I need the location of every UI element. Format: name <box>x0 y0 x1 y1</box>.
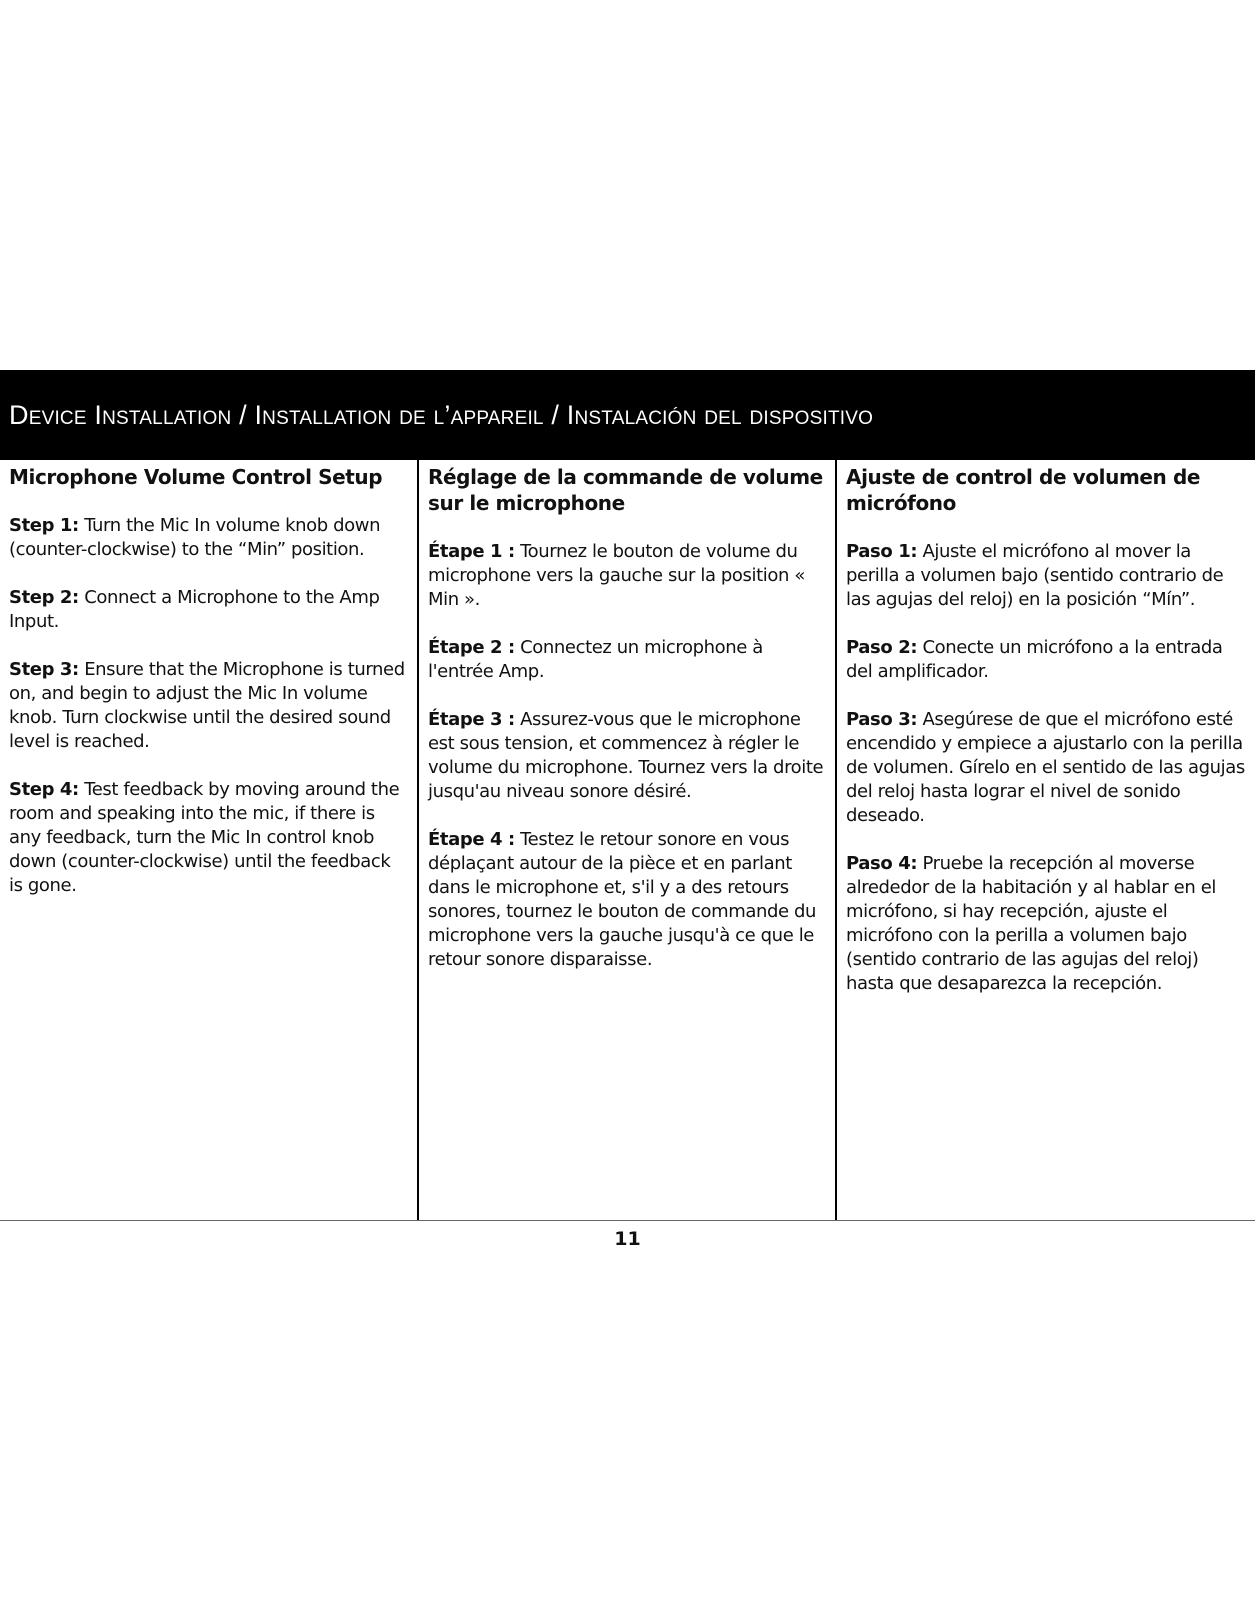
instruction-columns <box>0 460 1255 1221</box>
step-1 <box>428 540 827 612</box>
step-text: Assurez-vous que le microphone est sous tension, et commencez à régler le volume du microphone. Tournez vers la droite jusqu'au niveau sonore désiré. <box>428 709 824 802</box>
english-column <box>0 460 417 1220</box>
step-4 <box>846 852 1247 996</box>
step-1 <box>846 540 1247 612</box>
spanish-column <box>835 460 1255 1220</box>
step-text: Turn the Mic In volume knob down (counter-clockwise) to the “Min” position. <box>9 515 381 560</box>
step-label: Step 3: <box>9 659 79 680</box>
step-2 <box>9 586 409 634</box>
step-1 <box>9 514 409 562</box>
column-heading-french: Réglage de la commande de volume sur le microphone <box>428 465 823 515</box>
step-text: Ajuste el micrófono al mover la perilla a volumen bajo (sentido contrario de las agujas del reloj) en la posición “Mín”. <box>846 541 1224 610</box>
step-label: Step 2: <box>9 587 79 608</box>
step-label: Paso 1: <box>846 541 918 562</box>
step-label: Paso 4: <box>846 853 918 874</box>
step-label: Étape 1 : <box>428 541 515 562</box>
step-4 <box>9 778 409 898</box>
section-header-banner <box>0 370 1255 460</box>
step-text: Test feedback by moving around the room and speaking into the mic, if there is any feedback, turn the Mic In control knob down (counter-clockwise) until the feedback is gone. <box>9 779 400 896</box>
step-3 <box>846 708 1247 828</box>
step-3 <box>9 658 409 754</box>
step-label: Étape 4 : <box>428 829 515 850</box>
step-2 <box>846 636 1247 684</box>
section-title: Device Installation / Installation de l’appareil / Instalación del dispositivo <box>9 400 874 430</box>
step-text: Tournez le bouton de volume du microphone vers la gauche sur la position « Min ». <box>428 541 805 610</box>
column-heading-english: Microphone Volume Control Setup <box>9 465 383 489</box>
step-label: Étape 3 : <box>428 709 515 730</box>
step-label: Step 1: <box>9 515 79 536</box>
step-3 <box>428 708 827 804</box>
step-label: Paso 3: <box>846 709 918 730</box>
step-text: Pruebe la recepción al moverse alrededor de la habitación y al hablar en el micrófono, si hay recepción, ajuste el micrófono con la perilla a volumen bajo (sentido contrario de las agujas del reloj) hasta que desaparezca la recepción. <box>846 853 1216 994</box>
step-label: Step 4: <box>9 779 79 800</box>
column-heading-spanish: Ajuste de control de volumen de micrófono <box>846 465 1201 515</box>
step-2 <box>428 636 827 684</box>
step-text: Testez le retour sonore en vous déplaçant autour de la pièce et en parlant dans le microphone et, s'il y a des retours sonores, tournez le bouton de commande du microphone vers la gauche jusqu'à ce que le retour sonore disparaisse. <box>428 829 817 970</box>
step-text: Connect a Microphone to the Amp Input. <box>9 587 380 632</box>
step-text: Conecte un micrófono a la entrada del amplificador. <box>846 637 1223 682</box>
french-column <box>417 460 835 1220</box>
page-number: 11 <box>614 1228 641 1250</box>
step-text: Connectez un microphone à l'entrée Amp. <box>428 637 763 682</box>
step-4 <box>428 828 827 972</box>
step-text: Ensure that the Microphone is turned on, and begin to adjust the Mic In volume knob. Turn clockwise until the desired sound level is reached. <box>9 659 405 752</box>
step-text: Asegúrese de que el micrófono esté encendido y empiece a ajustarlo con la perilla de volumen. Gírelo en el sentido de las agujas del reloj hasta lograr el nivel de sonido deseado. <box>846 709 1245 826</box>
step-label: Étape 2 : <box>428 637 515 658</box>
step-label: Paso 2: <box>846 637 918 658</box>
